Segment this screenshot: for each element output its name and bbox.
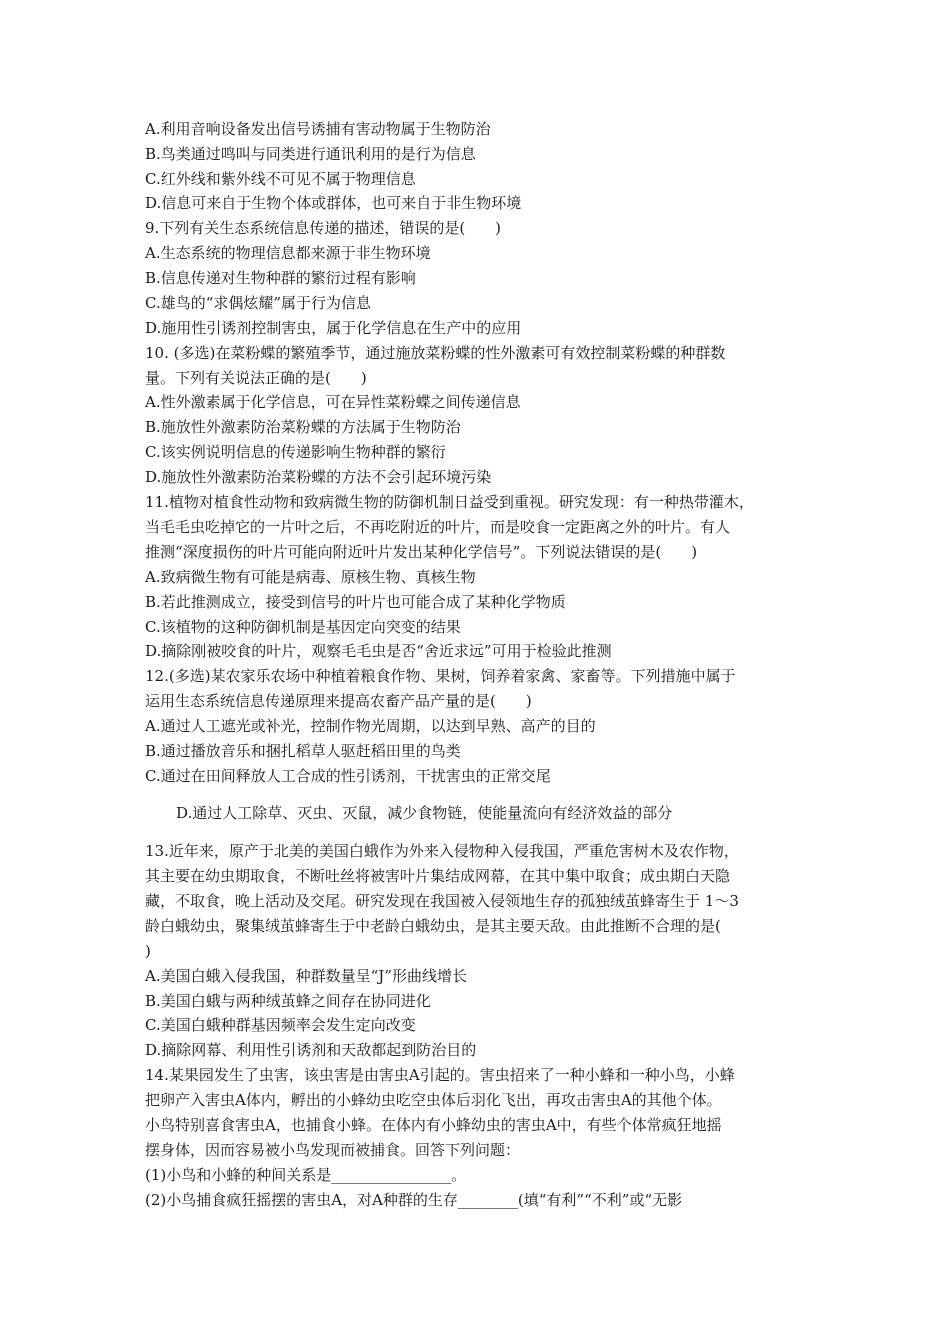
- text-line: 龄白蛾幼虫，聚集绒茧蜂寄生于中老龄白蛾幼虫，是其主要天敌。由此推断不合理的是(: [145, 917, 721, 935]
- text-line: 藏，不取食，晚上活动及交尾。研究发现在我国被入侵领地生存的孤独绒茧蜂寄生于 1～3: [145, 892, 739, 910]
- text-line: B.通过播放音乐和捆扎稻草人驱赶稻田里的鸟类: [145, 742, 461, 760]
- text-line: 把卵产入害虫A体内，孵出的小蜂幼虫吃空虫体后羽化飞出，再攻击害虫A的其他个体。: [145, 1091, 722, 1109]
- text-line: 小鸟特别喜食害虫A，也捕食小蜂。在体内有小蜂幼虫的害虫A中，有些个体常疯狂地摇: [145, 1116, 722, 1134]
- text-line: 摆身体，因而容易被小鸟发现而被捕食。回答下列问题：: [145, 1141, 521, 1159]
- text-line: D.摘除刚被咬食的叶片，观察毛毛虫是否“舍近求远”可用于检验此推测: [145, 642, 612, 660]
- question-12: 12.(多选)某农家乐农场中种植着粮食作物、果树，饲养着家禽、家畜等。下列措施中属于: [145, 667, 736, 685]
- text-line: C.该实例说明信息的传递影响生物种群的繁衍: [145, 443, 446, 461]
- text-line: 量。下列有关说法正确的是( ): [145, 369, 367, 387]
- text-line: A.性外激素属于化学信息，可在异性菜粉蝶之间传递信息: [145, 393, 521, 411]
- text-line: 推测“深度损伤的叶片可能向附近叶片发出某种化学信号”。下列说法错误的是( ): [145, 543, 698, 561]
- text-line: C.雄鸟的“求偶炫耀”属于行为信息: [145, 294, 372, 312]
- text-line: A.致病微生物有可能是病毒、原核生物、真核生物: [145, 568, 476, 586]
- text-line: B.若此推测成立，接受到信号的叶片也可能合成了某种化学物质: [145, 593, 566, 611]
- text-line: C.通过在田间释放人工合成的性引诱剂，干扰害虫的正常交尾: [145, 767, 551, 785]
- question-14: 14.某果园发生了虫害，该虫害是由害虫A引起的。害虫招来了一种小蜂和一种小鸟，小蜂: [145, 1066, 735, 1084]
- text-line: B.美国白蛾与两种绒茧蜂之间存在协同进化: [145, 992, 431, 1010]
- text-line: B.鸟类通过鸣叫与同类进行通讯利用的是行为信息: [145, 145, 476, 163]
- text-line: 当毛毛虫吃掉它的一片叶之后，不再吃附近的叶片，而是咬食一定距离之外的叶片。有人: [145, 518, 731, 536]
- text-line: B.信息传递对生物种群的繁衍过程有影响: [145, 269, 416, 287]
- text-line: 运用生态系统信息传递原理来提高农畜产品产量的是( ): [145, 692, 532, 710]
- text-line: C.红外线和紫外线不可见不属于物理信息: [145, 170, 416, 188]
- question-9: 9.下列有关生态系统信息传递的描述，错误的是( ): [145, 219, 502, 237]
- text-line: ): [145, 942, 151, 960]
- text-line: B.施放性外激素防治菜粉蝶的方法属于生物防治: [145, 418, 461, 436]
- question-10: 10. (多选)在菜粉蝶的繁殖季节，通过施放菜粉蝶的性外激素可有效控制菜粉蝶的种群数: [145, 344, 726, 362]
- question-11: 11.植物对植食性动物和致病微生物的防御机制日益受到重视。研究发现：有一种热带灌木，: [145, 493, 754, 511]
- text-line: A.美国白蛾入侵我国，种群数量呈“J”形曲线增长: [145, 967, 467, 985]
- text-line: D.通过人工除草、灭虫、灭鼠，减少食物链，使能量流向有经济效益的部分: [176, 804, 673, 822]
- text-line: (1)小鸟和小蜂的种间关系是________________。: [145, 1166, 467, 1184]
- text-line: C.美国白蛾种群基因频率会发生定向改变: [145, 1016, 416, 1034]
- text-line: A.生态系统的物理信息都来源于非生物环境: [145, 244, 431, 262]
- question-13: 13.近年来，原产于北美的美国白蛾作为外来入侵物种入侵我国，严重危害树木及农作物，: [145, 842, 739, 860]
- text-line: 其主要在幼虫期取食，不断吐丝将被害叶片集结成网幕，在其中集中取食；成虫期白天隐: [145, 867, 731, 885]
- text-line: (2)小鸟捕食疯狂摇摆的害虫A，对A种群的生存________(填“有利”“不利”或“无影: [145, 1191, 683, 1209]
- text-line: D.摘除网幕、利用性引诱剂和天敌都起到防治目的: [145, 1041, 477, 1059]
- text-line: A.利用音响设备发出信号诱捕有害动物属于生物防治: [145, 120, 491, 138]
- text-line: D.施放性外激素防治菜粉蝶的方法不会引起环境污染: [145, 468, 492, 486]
- text-line: D.施用性引诱剂控制害虫，属于化学信息在生产中的应用: [145, 319, 522, 337]
- text-line: A.通过人工遮光或补光，控制作物光周期，以达到早熟、高产的目的: [145, 717, 596, 735]
- text-line: C.该植物的这种防御机制是基因定向突变的结果: [145, 618, 461, 636]
- text-line: D.信息可来自于生物个体或群体，也可来自于非生物环境: [145, 194, 522, 212]
